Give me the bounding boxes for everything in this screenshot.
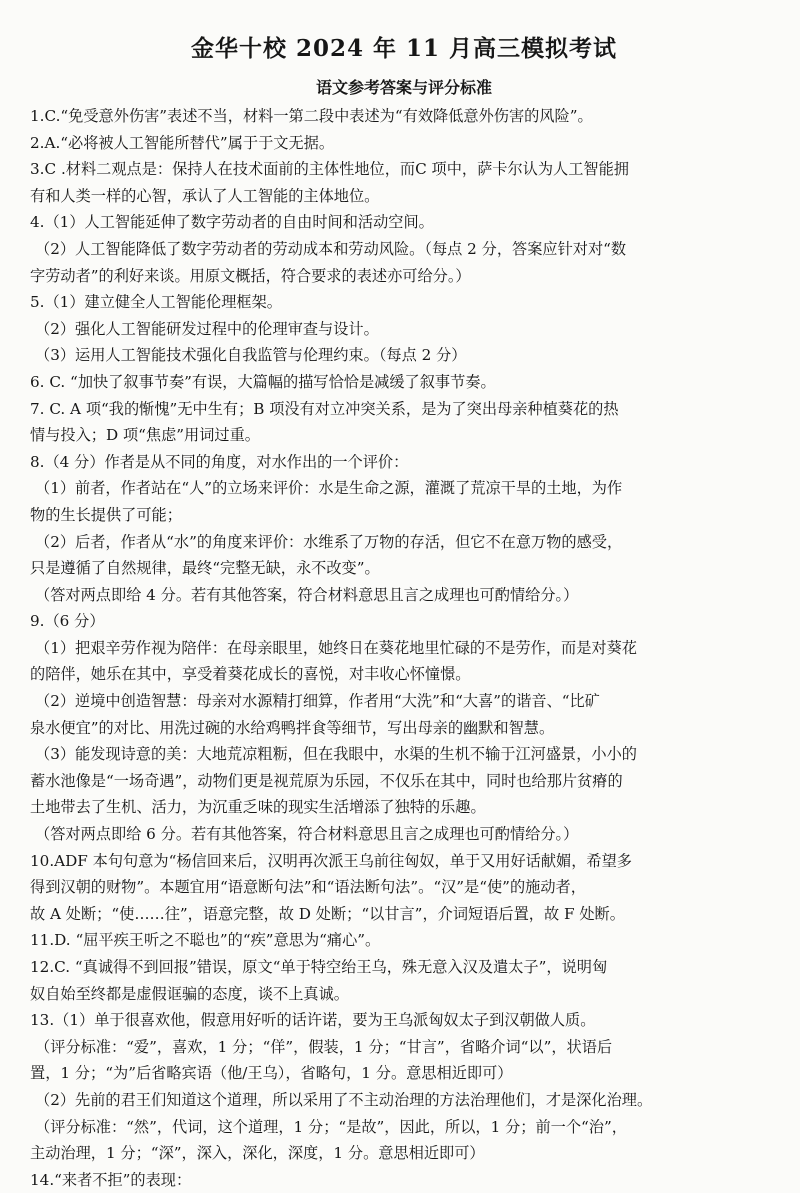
answer-line: 3.C .材料二观点是：保持人在技术面前的主体性地位，而C 项中，萨卡尔认为人工智能拥 (30, 160, 629, 179)
answer-line: 主动治理，1 分；“深”，深入，深化，深度，1 分。意思相近即可） (30, 1144, 485, 1163)
answer-line: 5.（1）建立健全人工智能伦理框架。 (30, 293, 282, 312)
answer-line: （3）运用人工智能技术强化自我监管与伦理约束。（每点 2 分） (35, 346, 467, 365)
answer-text-body (30, 103, 778, 1193)
answer-line: 得到汉朝的财物”。本题宜用“语意断句法”和“语法断句法”。“汉”是“使”的施动者， (30, 878, 586, 897)
answer-line: （1）前者，作者站在“人”的立场来评价：水是生命之源，灌溉了荒凉干旱的土地，为作 (35, 479, 623, 498)
answer-line: 9.（6 分） (30, 612, 105, 631)
answer-line: 置，1 分；“为”后省略宾语（他/王乌），省略句，1 分。意思相近即可） (30, 1064, 513, 1083)
answer-line: 13.（1）单于很喜欢他，假意用好听的话许诺，要为王乌派匈奴太子到汉朝做人质。 (30, 1011, 596, 1030)
answer-line: 10.ADF 本句句意为“杨信回来后，汉明再次派王乌前往匈奴，单于又用好话献媚，希望多 (30, 851, 632, 870)
answer-line: 4.（1）人工智能延伸了数字劳动者的自由时间和活动空间。 (30, 213, 434, 232)
answer-line: 1.C.“免受意外伤害”表述不当，材料一第二段中表述为“有效降低意外伤害的风险”。 (30, 107, 593, 125)
answer-line: （答对两点即给 6 分。若有其他答案，符合材料意思且言之成理也可酌情给分。） (35, 825, 579, 844)
answer-line: 7. C. A 项“我的惭愧”无中生有；B 项没有对立冲突关系，是为了突出母亲种植葵花的热 (30, 399, 619, 418)
answer-line: 2.A.“必将被人工智能所替代”属于于文无据。 (30, 133, 335, 152)
answer-line: 蓄水池像是“一场奇遇”，动物们更是视荒原为乐园，不仅乐在其中，同时也给那片贫瘠的 (30, 771, 623, 790)
answer-line: （3）能发现诗意的美：大地荒凉粗粝，但在我眼中，水渠的生机不输于江河盛景，小小的 (35, 745, 637, 764)
answer-line: （2）先前的君王们知道这个道理，所以采用了不主动治理的方法治理他们，才是深化治理。 (35, 1090, 653, 1109)
page-subtitle: 语文参考答案与评分标准 (315, 78, 492, 97)
answer-line: 物的生长提供了可能； (30, 505, 182, 524)
answer-line: （2）后者，作者从“水”的角度来评价：水维系了万物的存活，但它不在意万物的感受， (35, 532, 623, 551)
answer-line: 有和人类一样的心智，承认了人工智能的主体地位。 (30, 186, 380, 205)
answer-line: 土地带去了生机、活力，为沉重乏味的现实生活增添了独特的乐趣。 (30, 798, 486, 817)
answer-line: （1）把艰辛劳作视为陪伴：在母亲眼里，她终日在葵花地里忙碌的不是劳作，而是对葵花 (35, 638, 637, 657)
answer-line: 14.“来者不拒”的表现： (30, 1170, 192, 1189)
answer-line: 8.（4 分）作者是从不同的角度，对水作出的一个评价： (30, 452, 409, 471)
answer-line: （2）逆境中创造智慧：母亲对水源精打细算，作者用“大洗”和“大喜”的谐音、“比矿 (35, 692, 600, 711)
answer-line: 奴自始至终都是虚假诓骗的态度，谈不上真诚。 (30, 984, 349, 1003)
answer-line: 故 A 处断；“使……往”，语意完整，故 D 处断；“以甘言”，介词短语后置，故 F 处断。 (30, 904, 625, 923)
answer-line: （答对两点即给 4 分。若有其他答案，符合材料意思且言之成理也可酌情给分。） (35, 585, 579, 604)
answer-line: （评分标准：“然”，代词，这个道理，1 分；“是故”，因此，所以，1 分；前一个“治”， (35, 1117, 627, 1136)
answer-line: 12.C. “真诚得不到回报”错误，原文“单于特空绐王乌，殊无意入汉及遣太子”，说明匈 (30, 958, 608, 976)
answer-line: （2）强化人工智能研发过程中的伦理审查与设计。 (35, 319, 379, 338)
answer-line: 只是遵循了自然规律，最终“完整无缺，永不改变”。 (30, 559, 380, 578)
answer-line: 泉水便宜”的对比、用洗过碗的水给鸡鸭拌食等细节，写出母亲的幽默和智慧。 (30, 718, 555, 737)
page-title: 金华十校 2024 年 11 月高三模拟考试 (190, 35, 618, 62)
answer-line: 的陪伴，她乐在其中，享受着葵花成长的喜悦，对丰收心怀憧憬。 (30, 665, 471, 684)
answer-line: （评分标准：“爱”，喜欢，1 分；“佯”，假装，1 分；“甘言”，省略介词“以”，状语后 (35, 1037, 613, 1056)
answer-line: 字劳动者”的利好来谈。用原文概括，符合要求的表述亦可给分。） (30, 266, 471, 285)
answer-line: 6. C. “加快了叙事节奏”有误，大篇幅的描写恰恰是减缓了叙事节奏。 (30, 372, 496, 391)
answer-line: 情与投入；D 项“焦虑”用词过重。 (30, 426, 260, 445)
answer-line: （2）人工智能降低了数字劳动者的劳动成本和劳动风险。（每点 2 分，答案应针对对“数 (35, 239, 627, 258)
answer-line: 11.D. “屈平疾王听之不聪也”的“疾”意思为“痛心”。 (30, 931, 381, 950)
